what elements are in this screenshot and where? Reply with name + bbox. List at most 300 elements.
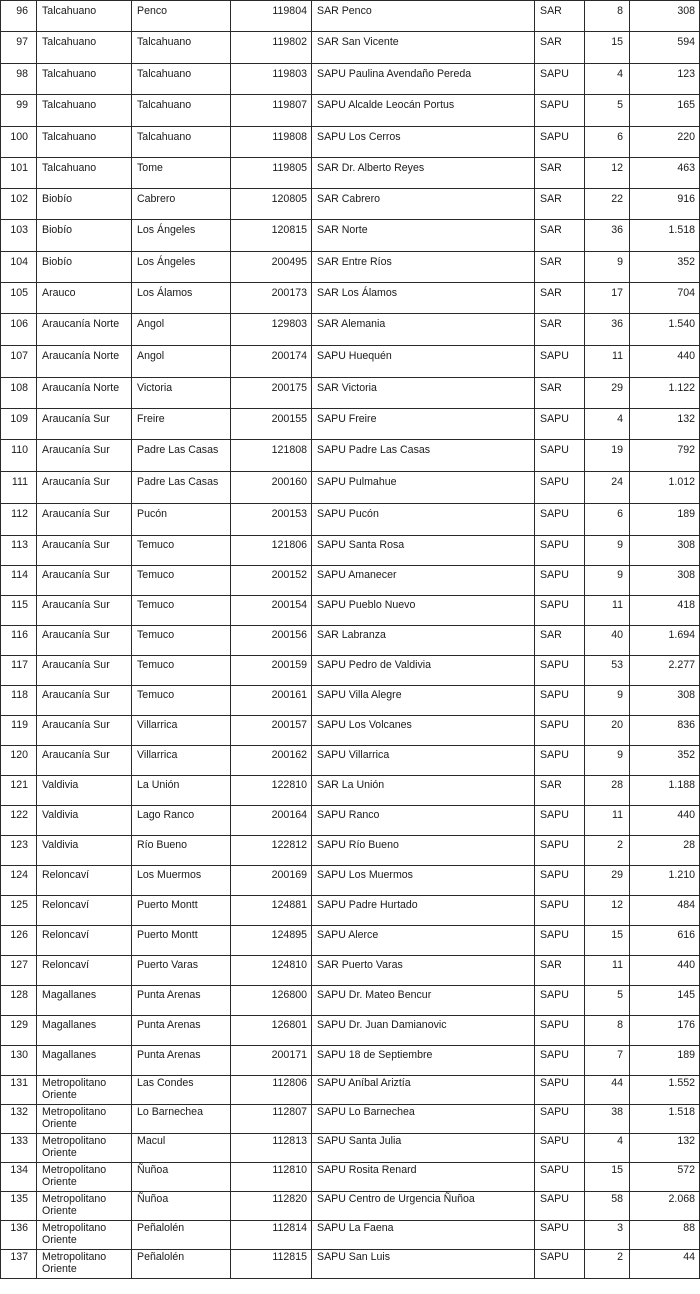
amount-value: 308	[630, 1, 700, 32]
establishment-name: SAR Puerto Varas	[312, 956, 535, 986]
service-name: Magallanes	[37, 986, 132, 1016]
amount-value: 463	[630, 158, 700, 189]
commune-name: Talcahuano	[132, 127, 231, 158]
amount-value: 440	[630, 806, 700, 836]
establishment-name: SAPU Los Volcanes	[312, 716, 535, 746]
count-value: 12	[585, 896, 630, 926]
row-number: 108	[1, 378, 37, 409]
count-value: 2	[585, 1250, 630, 1279]
amount-value: 44	[630, 1250, 700, 1279]
establishment-code: 200157	[231, 716, 312, 746]
count-value: 9	[585, 566, 630, 596]
establishment-type: SAPU	[535, 806, 585, 836]
table-row	[1, 1, 700, 32]
establishment-type: SAR	[535, 283, 585, 314]
establishment-name: SAPU Villarrica	[312, 746, 535, 776]
amount-value: 145	[630, 986, 700, 1016]
amount-value: 440	[630, 956, 700, 986]
establishment-code: 119808	[231, 127, 312, 158]
service-name: Valdivia	[37, 806, 132, 836]
service-name: Metropolitano Oriente	[37, 1192, 132, 1221]
count-value: 3	[585, 1221, 630, 1250]
count-value: 17	[585, 283, 630, 314]
commune-name: Ñuñoa	[132, 1163, 231, 1192]
amount-value: 616	[630, 926, 700, 956]
amount-value: 88	[630, 1221, 700, 1250]
table-row	[1, 32, 700, 64]
establishment-type: SAPU	[535, 716, 585, 746]
establishment-name: SAPU Alcalde Leocán Portus	[312, 95, 535, 127]
establishment-type: SAR	[535, 32, 585, 64]
row-number: 133	[1, 1134, 37, 1163]
count-value: 15	[585, 926, 630, 956]
service-name: Metropolitano Oriente	[37, 1134, 132, 1163]
commune-name: Temuco	[132, 626, 231, 656]
count-value: 40	[585, 626, 630, 656]
count-value: 5	[585, 986, 630, 1016]
row-number: 100	[1, 127, 37, 158]
table-row	[1, 1221, 700, 1250]
establishment-name: SAR Penco	[312, 1, 535, 32]
establishment-type: SAPU	[535, 1250, 585, 1279]
row-number: 122	[1, 806, 37, 836]
commune-name: Victoria	[132, 378, 231, 409]
commune-name: Talcahuano	[132, 32, 231, 64]
count-value: 9	[585, 536, 630, 566]
table-row	[1, 1192, 700, 1221]
establishment-name: SAPU Freire	[312, 409, 535, 440]
establishment-type: SAPU	[535, 127, 585, 158]
service-name: Araucanía Sur	[37, 626, 132, 656]
count-value: 24	[585, 472, 630, 504]
commune-name: Temuco	[132, 686, 231, 716]
establishment-type: SAPU	[535, 836, 585, 866]
row-number: 136	[1, 1221, 37, 1250]
table-body	[1, 1, 700, 1279]
amount-value: 1.188	[630, 776, 700, 806]
row-number: 135	[1, 1192, 37, 1221]
table-row	[1, 220, 700, 252]
amount-value: 916	[630, 189, 700, 220]
establishment-code: 200175	[231, 378, 312, 409]
establishment-code: 200171	[231, 1046, 312, 1076]
commune-name: Temuco	[132, 656, 231, 686]
establishment-name: SAR Dr. Alberto Reyes	[312, 158, 535, 189]
amount-value: 176	[630, 1016, 700, 1046]
amount-value: 132	[630, 1134, 700, 1163]
count-value: 6	[585, 127, 630, 158]
establishment-type: SAR	[535, 956, 585, 986]
establishment-name: SAPU Rosita Renard	[312, 1163, 535, 1192]
establishment-name: SAR Cabrero	[312, 189, 535, 220]
amount-value: 704	[630, 283, 700, 314]
commune-name: Lo Barnechea	[132, 1105, 231, 1134]
row-number: 107	[1, 346, 37, 378]
establishment-name: SAR La Unión	[312, 776, 535, 806]
establishment-name: SAR Victoria	[312, 378, 535, 409]
service-name: Biobío	[37, 189, 132, 220]
commune-name: La Unión	[132, 776, 231, 806]
count-value: 29	[585, 866, 630, 896]
row-number: 112	[1, 504, 37, 536]
amount-value: 352	[630, 746, 700, 776]
establishment-code: 112806	[231, 1076, 312, 1105]
table-row	[1, 127, 700, 158]
amount-value: 1.518	[630, 220, 700, 252]
count-value: 9	[585, 252, 630, 283]
amount-value: 1.012	[630, 472, 700, 504]
amount-value: 28	[630, 836, 700, 866]
establishment-type: SAPU	[535, 596, 585, 626]
row-number: 113	[1, 536, 37, 566]
establishment-type: SAR	[535, 252, 585, 283]
count-value: 36	[585, 314, 630, 346]
service-name: Reloncaví	[37, 956, 132, 986]
establishment-type: SAPU	[535, 346, 585, 378]
table-row	[1, 536, 700, 566]
commune-name: Padre Las Casas	[132, 472, 231, 504]
establishment-type: SAR	[535, 378, 585, 409]
establishment-type: SAPU	[535, 95, 585, 127]
establishment-code: 119805	[231, 158, 312, 189]
service-name: Talcahuano	[37, 127, 132, 158]
establishment-type: SAPU	[535, 1192, 585, 1221]
commune-name: Los Muermos	[132, 866, 231, 896]
service-name: Araucanía Sur	[37, 716, 132, 746]
establishment-name: SAPU Pucón	[312, 504, 535, 536]
table-row	[1, 566, 700, 596]
table-row	[1, 986, 700, 1016]
establishment-code: 200169	[231, 866, 312, 896]
establishment-name: SAPU Pedro de Valdivia	[312, 656, 535, 686]
establishment-code: 112810	[231, 1163, 312, 1192]
count-value: 36	[585, 220, 630, 252]
amount-value: 1.694	[630, 626, 700, 656]
service-name: Metropolitano Oriente	[37, 1076, 132, 1105]
row-number: 130	[1, 1046, 37, 1076]
count-value: 4	[585, 1134, 630, 1163]
table-row	[1, 596, 700, 626]
row-number: 120	[1, 746, 37, 776]
service-name: Metropolitano Oriente	[37, 1221, 132, 1250]
table-row	[1, 64, 700, 95]
table-row	[1, 1163, 700, 1192]
establishment-name: SAPU San Luis	[312, 1250, 535, 1279]
table-row	[1, 1105, 700, 1134]
table-row	[1, 866, 700, 896]
establishment-type: SAPU	[535, 896, 585, 926]
service-name: Araucanía Norte	[37, 346, 132, 378]
table-row	[1, 346, 700, 378]
amount-value: 2.277	[630, 656, 700, 686]
establishment-code: 200155	[231, 409, 312, 440]
establishment-name: SAPU Villa Alegre	[312, 686, 535, 716]
service-name: Araucanía Norte	[37, 378, 132, 409]
establishment-code: 121808	[231, 440, 312, 472]
establishment-code: 200156	[231, 626, 312, 656]
establishment-name: SAPU Amanecer	[312, 566, 535, 596]
count-value: 4	[585, 409, 630, 440]
commune-name: Macul	[132, 1134, 231, 1163]
table-row	[1, 440, 700, 472]
establishment-code: 126800	[231, 986, 312, 1016]
row-number: 106	[1, 314, 37, 346]
establishment-code: 119802	[231, 32, 312, 64]
commune-name: Cabrero	[132, 189, 231, 220]
count-value: 29	[585, 378, 630, 409]
count-value: 53	[585, 656, 630, 686]
row-number: 131	[1, 1076, 37, 1105]
establishment-code: 200174	[231, 346, 312, 378]
amount-value: 308	[630, 536, 700, 566]
row-number: 115	[1, 596, 37, 626]
table-row	[1, 896, 700, 926]
amount-value: 189	[630, 1046, 700, 1076]
table-row	[1, 746, 700, 776]
count-value: 4	[585, 64, 630, 95]
commune-name: Punta Arenas	[132, 986, 231, 1016]
commune-name: Las Condes	[132, 1076, 231, 1105]
commune-name: Villarrica	[132, 746, 231, 776]
table-row	[1, 472, 700, 504]
establishment-type: SAR	[535, 626, 585, 656]
table-row	[1, 686, 700, 716]
establishment-code: 200153	[231, 504, 312, 536]
service-name: Metropolitano Oriente	[37, 1105, 132, 1134]
service-name: Reloncaví	[37, 926, 132, 956]
establishment-name: SAPU Santa Rosa	[312, 536, 535, 566]
amount-value: 1.552	[630, 1076, 700, 1105]
row-number: 103	[1, 220, 37, 252]
count-value: 22	[585, 189, 630, 220]
table-row	[1, 283, 700, 314]
service-name: Reloncaví	[37, 896, 132, 926]
amount-value: 123	[630, 64, 700, 95]
establishment-code: 129803	[231, 314, 312, 346]
establishment-code: 112813	[231, 1134, 312, 1163]
count-value: 20	[585, 716, 630, 746]
service-name: Talcahuano	[37, 64, 132, 95]
commune-name: Peñalolén	[132, 1250, 231, 1279]
count-value: 11	[585, 596, 630, 626]
establishment-name: SAPU Huequén	[312, 346, 535, 378]
establishment-name: SAPU Los Cerros	[312, 127, 535, 158]
establishment-code: 120805	[231, 189, 312, 220]
service-name: Metropolitano Oriente	[37, 1250, 132, 1279]
count-value: 19	[585, 440, 630, 472]
row-number: 111	[1, 472, 37, 504]
amount-value: 1.122	[630, 378, 700, 409]
row-number: 119	[1, 716, 37, 746]
amount-value: 440	[630, 346, 700, 378]
establishment-type: SAPU	[535, 1134, 585, 1163]
count-value: 8	[585, 1016, 630, 1046]
row-number: 118	[1, 686, 37, 716]
table-row	[1, 956, 700, 986]
commune-name: Los Álamos	[132, 283, 231, 314]
establishment-name: SAPU Aníbal Ariztía	[312, 1076, 535, 1105]
table-row	[1, 626, 700, 656]
establishment-type: SAR	[535, 158, 585, 189]
commune-name: Temuco	[132, 596, 231, 626]
commune-name: Freire	[132, 409, 231, 440]
establishment-type: SAPU	[535, 64, 585, 95]
amount-value: 792	[630, 440, 700, 472]
table-row	[1, 504, 700, 536]
service-name: Araucanía Sur	[37, 596, 132, 626]
row-number: 97	[1, 32, 37, 64]
table-row	[1, 409, 700, 440]
amount-value: 836	[630, 716, 700, 746]
row-number: 123	[1, 836, 37, 866]
establishment-name: SAR Labranza	[312, 626, 535, 656]
establishment-name: SAR San Vicente	[312, 32, 535, 64]
establishment-code: 200161	[231, 686, 312, 716]
establishment-name: SAPU Padre Hurtado	[312, 896, 535, 926]
service-name: Talcahuano	[37, 32, 132, 64]
table-row	[1, 1134, 700, 1163]
establishment-code: 119807	[231, 95, 312, 127]
commune-name: Ñuñoa	[132, 1192, 231, 1221]
commune-name: Los Ángeles	[132, 220, 231, 252]
table-row	[1, 189, 700, 220]
establishment-code: 122812	[231, 836, 312, 866]
service-name: Araucanía Sur	[37, 656, 132, 686]
table-row	[1, 378, 700, 409]
service-name: Araucanía Sur	[37, 504, 132, 536]
row-number: 99	[1, 95, 37, 127]
establishment-type: SAPU	[535, 1163, 585, 1192]
establishment-type: SAPU	[535, 1016, 585, 1046]
row-number: 114	[1, 566, 37, 596]
establishment-name: SAPU Padre Las Casas	[312, 440, 535, 472]
amount-value: 189	[630, 504, 700, 536]
commune-name: Puerto Montt	[132, 926, 231, 956]
count-value: 2	[585, 836, 630, 866]
establishment-code: 200164	[231, 806, 312, 836]
count-value: 11	[585, 346, 630, 378]
amount-value: 220	[630, 127, 700, 158]
establishment-name: SAPU Pueblo Nuevo	[312, 596, 535, 626]
establishment-name: SAPU Ranco	[312, 806, 535, 836]
service-name: Araucanía Sur	[37, 409, 132, 440]
amount-value: 1.518	[630, 1105, 700, 1134]
establishment-type: SAR	[535, 220, 585, 252]
establishment-type: SAPU	[535, 472, 585, 504]
establishment-code: 200152	[231, 566, 312, 596]
count-value: 12	[585, 158, 630, 189]
commune-name: Punta Arenas	[132, 1016, 231, 1046]
amount-value: 132	[630, 409, 700, 440]
row-number: 132	[1, 1105, 37, 1134]
table-row	[1, 776, 700, 806]
commune-name: Penco	[132, 1, 231, 32]
service-name: Valdivia	[37, 836, 132, 866]
row-number: 126	[1, 926, 37, 956]
establishment-code: 124881	[231, 896, 312, 926]
establishment-name: SAR Alemania	[312, 314, 535, 346]
commune-name: Pucón	[132, 504, 231, 536]
table-row	[1, 1076, 700, 1105]
row-number: 129	[1, 1016, 37, 1046]
service-name: Talcahuano	[37, 158, 132, 189]
establishment-code: 200160	[231, 472, 312, 504]
establishment-type: SAPU	[535, 504, 585, 536]
amount-value: 2.068	[630, 1192, 700, 1221]
count-value: 5	[585, 95, 630, 127]
commune-name: Talcahuano	[132, 95, 231, 127]
table-row	[1, 836, 700, 866]
table-row	[1, 252, 700, 283]
row-number: 104	[1, 252, 37, 283]
amount-value: 1.210	[630, 866, 700, 896]
establishment-code: 119804	[231, 1, 312, 32]
service-name: Araucanía Sur	[37, 566, 132, 596]
table-row	[1, 1046, 700, 1076]
establishment-type: SAPU	[535, 440, 585, 472]
table-row	[1, 656, 700, 686]
establishment-name: SAPU Alerce	[312, 926, 535, 956]
service-name: Talcahuano	[37, 1, 132, 32]
amount-value: 308	[630, 686, 700, 716]
establishment-code: 112814	[231, 1221, 312, 1250]
row-number: 102	[1, 189, 37, 220]
commune-name: Lago Ranco	[132, 806, 231, 836]
amount-value: 308	[630, 566, 700, 596]
establishment-type: SAPU	[535, 409, 585, 440]
row-number: 134	[1, 1163, 37, 1192]
service-name: Biobío	[37, 252, 132, 283]
service-name: Biobío	[37, 220, 132, 252]
amount-value: 165	[630, 95, 700, 127]
establishment-name: SAPU Río Bueno	[312, 836, 535, 866]
count-value: 9	[585, 746, 630, 776]
establishment-code: 200162	[231, 746, 312, 776]
establishment-name: SAR Los Álamos	[312, 283, 535, 314]
row-number: 98	[1, 64, 37, 95]
count-value: 15	[585, 1163, 630, 1192]
service-name: Araucanía Sur	[37, 472, 132, 504]
commune-name: Puerto Montt	[132, 896, 231, 926]
establishment-name: SAPU Paulina Avendaño Pereda	[312, 64, 535, 95]
row-number: 128	[1, 986, 37, 1016]
amount-value: 418	[630, 596, 700, 626]
count-value: 7	[585, 1046, 630, 1076]
establishment-type: SAPU	[535, 866, 585, 896]
amount-value: 594	[630, 32, 700, 64]
table-row	[1, 158, 700, 189]
establishment-code: 124810	[231, 956, 312, 986]
establishment-name: SAR Norte	[312, 220, 535, 252]
count-value: 15	[585, 32, 630, 64]
amount-value: 572	[630, 1163, 700, 1192]
amount-value: 484	[630, 896, 700, 926]
service-name: Magallanes	[37, 1046, 132, 1076]
count-value: 11	[585, 806, 630, 836]
row-number: 124	[1, 866, 37, 896]
row-number: 117	[1, 656, 37, 686]
service-name: Reloncaví	[37, 866, 132, 896]
establishment-code: 120815	[231, 220, 312, 252]
establishment-type: SAPU	[535, 536, 585, 566]
establishment-name: SAR Entre Ríos	[312, 252, 535, 283]
establishment-code: 200154	[231, 596, 312, 626]
establishment-type: SAPU	[535, 1105, 585, 1134]
service-name: Araucanía Norte	[37, 314, 132, 346]
service-name: Valdivia	[37, 776, 132, 806]
table-row	[1, 926, 700, 956]
commune-name: Villarrica	[132, 716, 231, 746]
